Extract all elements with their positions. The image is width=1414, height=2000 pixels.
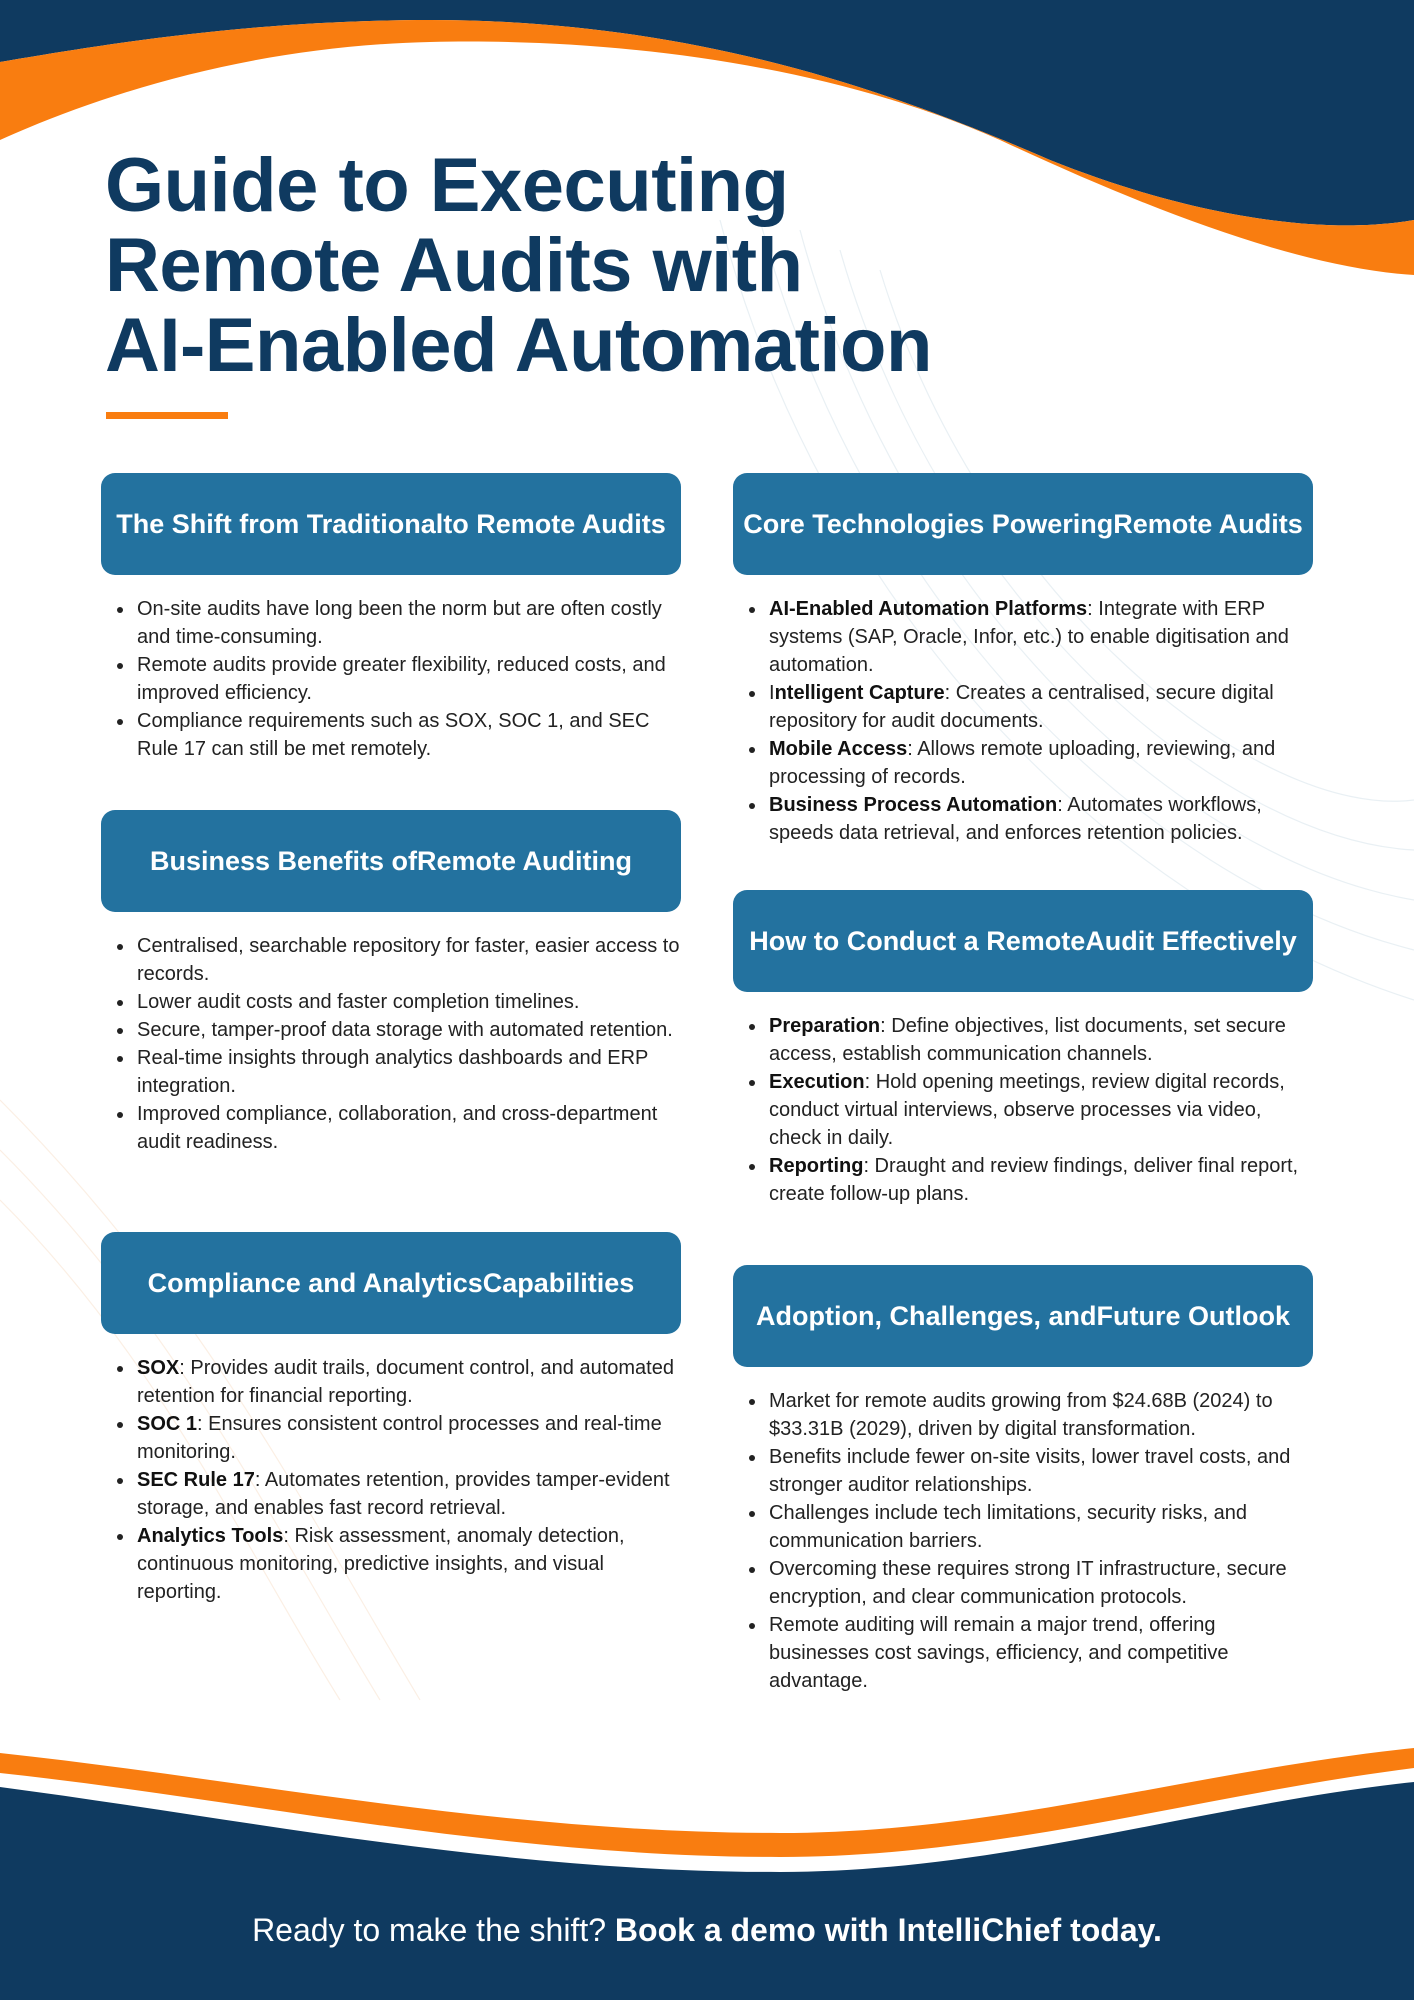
bullet-term: SEC Rule 17 [137,1469,255,1491]
list-item [767,1499,1313,1555]
bullet-text: Remote audits provide greater flexibility, reduced costs, and improved efficiency. [137,654,666,704]
section-heading-line: Business Benefits of [149,845,418,876]
list-item [767,735,1313,791]
bullet-text: : Define objectives, list documents, set secure access, establish communication channels. [769,1015,1286,1065]
page-title [105,143,932,388]
list-item [767,1152,1313,1208]
bullet-text: : Risk assessment, anomaly detection, continuous monitoring, predictive insights, and visual reporting. [137,1525,625,1603]
section-heading [101,810,681,912]
title-underline [106,412,228,419]
bullet-text: : Automates retention, provides tamper-evident storage, and enables fast record retrieval. [137,1469,670,1519]
bullet-text: Secure, tamper-proof data storage with automated retention. [137,1019,673,1041]
section-heading [733,473,1313,575]
list-item [767,1611,1313,1695]
list-item [135,1016,681,1044]
section-heading-line: to Remote Audits [443,508,666,539]
bullet-term: Execution [769,1071,865,1093]
bullet-list [733,1387,1313,1695]
bullet-term: SOX [137,1357,180,1379]
book-demo-link[interactable]: Book a demo with IntelliChief today. [614,1912,1162,1948]
section-heading-line: Future Outlook [1096,1300,1290,1331]
list-item [767,1068,1313,1152]
list-item [767,679,1313,735]
bullet-text: : Integrate with ERP systems (SAP, Oracle, Infor, etc.) to enable digitisation and automation. [769,598,1289,676]
section-adoption [733,1265,1313,1695]
section-heading-line: Audit Effectively [1085,925,1297,956]
section-heading-line: Remote Auditing [417,845,633,876]
section-core-technologies [733,473,1313,847]
section-compliance [101,1232,681,1606]
bullet-term: SOC 1 [137,1413,198,1435]
list-item [135,1100,681,1156]
bottom-navy-wave [0,1782,1414,2000]
section-heading [733,1265,1313,1367]
list-item [135,651,681,707]
section-heading-line: Core Technologies Powering [743,508,1114,539]
section-heading-line: How to Conduct a Remote [749,925,1086,956]
bullet-text: Centralised, searchable repository for faster, easier access to records. [137,935,680,985]
bullet-text: : Ensures consistent control processes and real-time monitoring. [137,1413,662,1463]
bullet-term: Reporting [769,1155,864,1177]
list-item [767,1387,1313,1443]
section-heading [733,890,1313,992]
section-benefits [101,810,681,1156]
bullet-text: : Provides audit trails, document control, and automated retention for financial reporting. [137,1357,674,1407]
list-item [767,595,1313,679]
section-heading [101,473,681,575]
bullet-text: Real-time insights through analytics dashboards and ERP integration. [137,1047,649,1097]
list-item [135,1410,681,1466]
list-item [135,932,681,988]
bullet-list [733,595,1313,847]
bullet-list [101,595,681,763]
section-heading-line: Compliance and Analytics [147,1267,483,1298]
bullet-term: Preparation [769,1015,881,1037]
list-item [135,1354,681,1410]
bullet-term: Mobile Access [769,738,908,760]
list-item [135,988,681,1016]
title-line: Guide to Executing [105,143,789,228]
bullet-term: Analytics Tools [137,1525,284,1547]
term-prefix: I [769,682,775,704]
bullet-text: Compliance requirements such as SOX, SOC 1, and SEC Rule 17 can still be met remotely. [137,710,650,760]
bullet-list [733,1012,1313,1208]
bullet-text: Improved compliance, collaboration, and cross-department audit readiness. [137,1103,658,1153]
bullet-list [101,932,681,1156]
bullet-text: Overcoming these requires strong IT infrastructure, secure encryption, and clear communication protocols. [769,1558,1287,1608]
bullet-text: Challenges include tech limitations, security risks, and communication barriers. [769,1502,1247,1552]
bullet-text: Market for remote audits growing from $24.68B (2024) to $33.31B (2029), driven by digital transformation. [769,1390,1273,1440]
section-conduct [733,890,1313,1208]
list-item [135,1522,681,1606]
bullet-text: Benefits include fewer on-site visits, lower travel costs, and stronger auditor relationships. [769,1446,1291,1496]
list-item [767,791,1313,847]
bullet-list [101,1354,681,1606]
list-item [767,1555,1313,1611]
bullet-text: Remote auditing will remain a major trend, offering businesses cost savings, efficiency, and competitive advantage. [769,1614,1229,1692]
list-item [135,707,681,763]
list-item [135,1466,681,1522]
list-item [135,1044,681,1100]
bullet-text: : Hold opening meetings, review digital records, conduct virtual interviews, observe processes via video, check in daily. [769,1071,1285,1149]
title-line: AI-Enabled Automation [105,303,932,388]
section-heading-line: Remote Audits [1113,508,1303,539]
bullet-term: AI-Enabled Automation Platforms [769,598,1088,620]
footer-lead: Ready to make the shift? [252,1912,615,1948]
title-line: Remote Audits with [105,223,803,308]
bullet-text: : Draught and review findings, deliver final report, create follow-up plans. [769,1155,1299,1205]
bullet-text: On-site audits have long been the norm but are often costly and time-consuming. [137,598,662,648]
list-item [767,1012,1313,1068]
section-heading [101,1232,681,1334]
section-heading-line: Capabilities [482,1267,635,1298]
bullet-text: : Automates workflows, speeds data retrieval, and enforces retention policies. [769,794,1262,844]
bullet-term: Business Process Automation [769,794,1058,816]
bullet-text: : Creates a centralised, secure digital repository for audit documents. [769,682,1274,732]
list-item [767,1443,1313,1499]
section-shift [101,473,681,763]
section-heading-line: Adoption, Challenges, and [756,1300,1097,1331]
bullet-text: : Allows remote uploading, reviewing, and processing of records. [769,738,1276,788]
bullet-term: ntelligent Capture [774,682,945,704]
section-heading-line: The Shift from Traditional [116,508,444,539]
bullet-text: Lower audit costs and faster completion timelines. [137,991,580,1013]
footer-cta [0,1912,1414,1949]
list-item [135,595,681,651]
